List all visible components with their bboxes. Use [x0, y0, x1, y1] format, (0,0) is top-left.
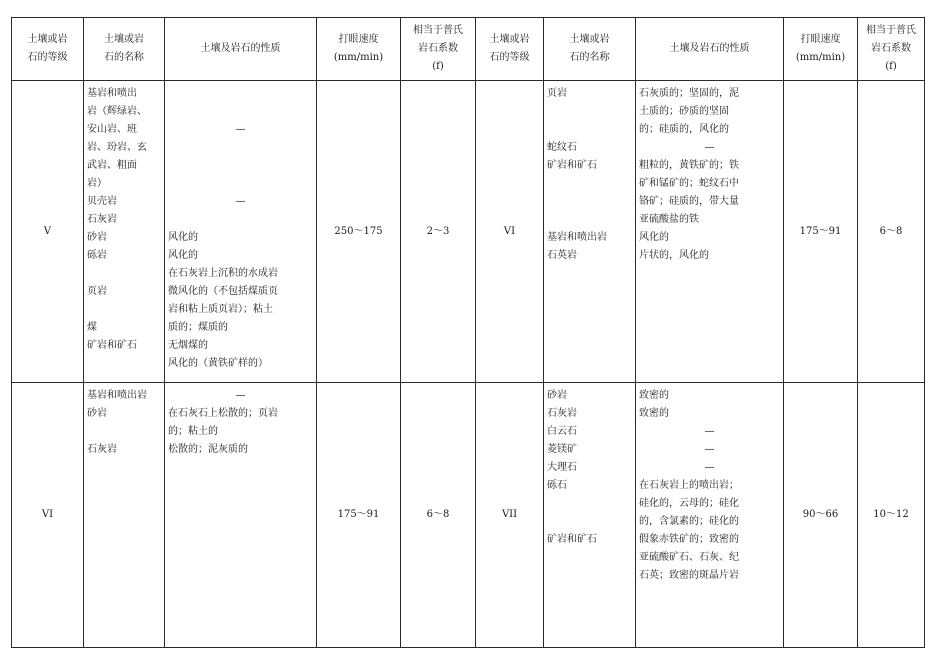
- header-coef-left: 相当于普氏 岩石系数 (f): [401, 18, 476, 81]
- property-line: 粗粒的，黄铁矿的；铁: [639, 160, 739, 171]
- cell-props-left: [165, 383, 317, 648]
- header-row: [12, 18, 925, 81]
- property-line: 风化的: [168, 250, 198, 261]
- property-line: 亚硫酸矿石、石灰、纪: [639, 552, 739, 563]
- cell-grade-left: V: [12, 81, 84, 383]
- property-line: 风化的: [168, 232, 198, 243]
- header-name-right: 土壤或岩 石的名称: [544, 18, 636, 81]
- cell-props-left: [165, 81, 317, 383]
- property-line: 片状的，风化的: [639, 250, 709, 261]
- property-line: 在石灰岩上的喷出岩；: [639, 480, 739, 491]
- property-line: 的；粘土的: [168, 426, 218, 437]
- cell-coef-left: 6～8: [401, 383, 476, 648]
- property-line: 致密的: [639, 390, 669, 401]
- property-line: [168, 211, 313, 229]
- property-line: —: [704, 444, 715, 455]
- cell-speed-right: 175～91: [784, 81, 858, 383]
- property-line: 矿和锰矿的；蛇纹石中: [639, 178, 739, 189]
- cell-coef-left: 2～3: [401, 81, 476, 383]
- property-line: —: [235, 390, 246, 401]
- property-line: [168, 85, 313, 103]
- cell-names-right: 页岩 蛇纹石 矿岩和矿石 基岩和喷出岩 石英岩: [544, 81, 636, 383]
- header-grade-right: 土壤或岩 石的等级: [476, 18, 544, 81]
- cell-coef-right: 10～12: [858, 383, 925, 648]
- property-line: 铬矿；硅质的，带大量: [639, 196, 739, 207]
- property-line: 亚硫酸盐的铁: [639, 214, 699, 225]
- table-row: [12, 383, 925, 648]
- cell-names-right: 砂岩 石灰岩 白云石 菱镁矿 大理石 砾石 矿岩和矿石: [544, 383, 636, 648]
- cell-speed-left: 250～175: [317, 81, 401, 383]
- cell-names-left: 基岩和喷出岩 砂岩 石灰岩: [84, 383, 165, 648]
- property-line: [168, 175, 313, 193]
- property-line: 假象赤铁矿的；致密的: [639, 534, 739, 545]
- property-line: 石灰质的；坚固的，泥: [639, 88, 739, 99]
- property-line: 致密的: [639, 408, 669, 419]
- header-coef-right: 相当于普氏 岩石系数 (f): [858, 18, 925, 81]
- cell-grade-right: VI: [476, 81, 544, 383]
- header-speed-left: 打眼速度 (mm/min): [317, 18, 401, 81]
- property-line: [168, 157, 313, 175]
- cell-props-right: [636, 81, 784, 383]
- property-line: 风化的: [639, 232, 669, 243]
- property-line: —: [235, 124, 246, 135]
- property-line: 在石灰石上松散的；页岩: [168, 408, 278, 419]
- table-row: [12, 81, 925, 383]
- property-line: 质的；煤质的: [168, 322, 228, 333]
- cell-speed-right: 90～66: [784, 383, 858, 648]
- property-line: 的，含氯素的；硅化的: [639, 516, 739, 527]
- cell-grade-right: VII: [476, 383, 544, 648]
- cell-names-left: 基岩和喷出 岩（辉绿岩、 安山岩、班 岩、玢岩、玄 武岩、粗面 岩） 贝壳岩 石灰岩 砂岩 砾岩 页岩 煤 矿岩和矿石: [84, 81, 165, 383]
- property-line: —: [704, 426, 715, 437]
- cell-speed-left: 175～91: [317, 383, 401, 648]
- cell-grade-left: VI: [12, 383, 84, 648]
- cell-props-right: [636, 383, 784, 648]
- property-line: 石英；致密的斑晶片岩: [639, 570, 739, 581]
- property-line: 在石灰岩上沉积的水成岩: [168, 268, 278, 279]
- header-props-left: 土壤及岩石的性质: [165, 18, 317, 81]
- property-line: [168, 103, 313, 121]
- property-line: —: [704, 142, 715, 153]
- header-grade-left: 土壤或岩 石的等级: [12, 18, 84, 81]
- cell-coef-right: 6～8: [858, 81, 925, 383]
- rock-classification-table: [11, 17, 925, 648]
- property-line: —: [704, 462, 715, 473]
- property-line: —: [235, 196, 246, 207]
- property-line: [168, 139, 313, 157]
- property-line: 风化的（黄铁矿样的）: [168, 358, 268, 369]
- header-props-right: 土壤及岩石的性质: [636, 18, 784, 81]
- header-name-left: 土壤或岩 石的名称: [84, 18, 165, 81]
- property-line: 微风化的（不包括煤质页: [168, 286, 278, 297]
- header-speed-right: 打眼速度 (mm/min): [784, 18, 858, 81]
- property-line: 岩和粘上质页岩）；粘土: [168, 304, 273, 315]
- property-line: 硅化的，云母的；硅化: [639, 498, 739, 509]
- property-line: 土质的；砂质的坚固: [639, 106, 729, 117]
- property-line: 的；硅质的，风化的: [639, 124, 729, 135]
- property-line: 松散的；泥灰质的: [168, 444, 248, 455]
- property-line: 无烟煤的: [168, 340, 208, 351]
